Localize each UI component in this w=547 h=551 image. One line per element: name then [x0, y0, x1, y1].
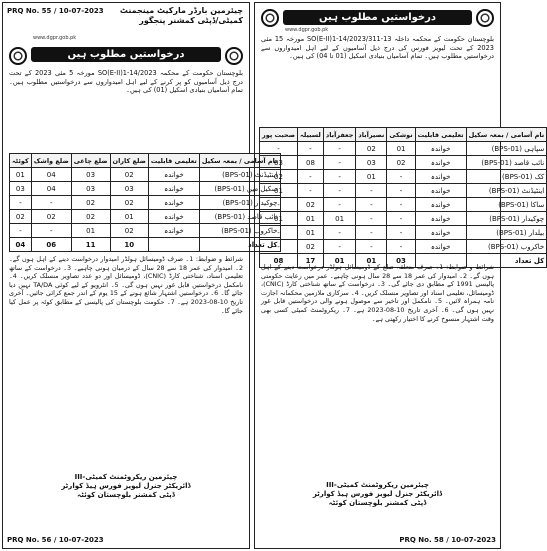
- left-th: ضلع کاران: [110, 154, 148, 168]
- cell: خواندہ: [148, 168, 199, 182]
- cell: 06: [31, 238, 71, 252]
- cell: خواندہ: [415, 240, 466, 254]
- table-row: [260, 226, 547, 240]
- cell: 01: [260, 184, 298, 198]
- left-logo-left-icon: [9, 47, 27, 65]
- cell: خواندہ: [148, 210, 199, 224]
- right-sig-line: ڈپٹی کمشنر بلوچستان کوئٹہ: [328, 499, 427, 507]
- cell: 03: [71, 182, 110, 196]
- right-terms: شرائط و ضوابط: 1۔ صرف متعلقہ ضلع کے ڈومیسائل ہولڈر درخواست دینے کے اہل ہوں گے۔ 2۔ امیدوار کی عمر 18 سے 28 سال ہونی چاہیے۔ عمر میں رعایت حکومتی پالیسی 1991 کے مطابق دی جائے گی۔ 3۔ درخواست کے ساتھ شناختی کارڈ (CNIC)، ڈومیسائل، تعلیمی اسناد اور تصاویر منسلک کریں۔ 4۔ سرکاری ملازمین محکمانہ اجازت نامہ ہمراہ لائیں۔ 5۔ نامکمل اور تاخیر سے موصول ہونے والی درخواستیں قابل غور نہیں ہوں گی۔ 6۔ آخری تاریخ 10-08-2023 ہے۔ 7۔ ریکروٹمنٹ کمیٹی کسی بھی وقت اشتہار منسوخ کرنے کا اختیار رکھتی ہے۔: [261, 263, 495, 323]
- cell: -: [356, 212, 387, 226]
- right-banner: درخواستیں مطلوب ہیں: [283, 10, 472, 25]
- right-th: جعفرآباد: [323, 128, 356, 142]
- cell: 02: [110, 224, 148, 238]
- cell: -: [356, 198, 387, 212]
- left-intro: بلوچستان حکومت کے محکمہ SO(E-II)1-14/2023 مورخہ 5 مئی 2023 کے تحت درج ذیل آسامیوں کو پر کرنے کے لیے اہل امیدواروں سے درخواستیں مطلوب ہیں۔ تمام آسامیاں بنیادی اسکیل (01) کی ہیں۔: [9, 69, 243, 95]
- table-row: [10, 210, 281, 224]
- cell: 04: [31, 182, 71, 196]
- cell: -: [323, 156, 356, 170]
- cell: 02: [31, 210, 71, 224]
- cell: -: [323, 184, 356, 198]
- cell: خاکروب (BPS-01): [199, 224, 280, 238]
- left-banner: درخواستیں مطلوب ہیں: [31, 47, 221, 62]
- left-sig-line: ڈپٹی کمشنر بلوچستان کوئٹہ: [77, 491, 175, 499]
- left-logo-right-icon: [225, 47, 243, 65]
- table-row: [10, 196, 281, 210]
- cell: چوکیدار (BPS-01): [199, 196, 280, 210]
- cell: -: [323, 198, 356, 212]
- cell: اینٹیڈنٹ (BPS-01): [466, 184, 547, 198]
- cell: -: [260, 226, 298, 240]
- cell: 02: [387, 156, 415, 170]
- cell: 08: [298, 156, 324, 170]
- cell: -: [260, 198, 298, 212]
- left-signature: [33, 473, 219, 500]
- cell: 02: [298, 198, 324, 212]
- cell: 01: [323, 254, 356, 268]
- cell: 01: [298, 226, 324, 240]
- right-logo-right-icon: [476, 9, 494, 27]
- right-th: صحبت پور: [260, 128, 298, 142]
- right-th: لسبیلہ: [298, 128, 324, 142]
- right-th: تعلیمی قابلیت: [415, 128, 466, 142]
- cell: خواندہ: [415, 184, 466, 198]
- left-prq-bottom: PRQ No. 56 / 10-07-2023: [7, 536, 104, 544]
- table-row: [10, 182, 281, 196]
- left-web: www.dgpr.gob.pk: [33, 35, 77, 41]
- cell: 04: [31, 168, 71, 182]
- cell: کل تعداد: [199, 238, 280, 252]
- cell: -: [356, 226, 387, 240]
- cell: اینٹیڈنٹ (BPS-01): [199, 168, 280, 182]
- cell: -: [387, 184, 415, 198]
- cell: 01: [356, 254, 387, 268]
- cell: 02: [110, 168, 148, 182]
- cell: -: [387, 226, 415, 240]
- table-row: [260, 184, 547, 198]
- cell: -: [323, 170, 356, 184]
- cell: 10: [110, 238, 148, 252]
- cell: 01: [387, 142, 415, 156]
- cell: خواندہ: [415, 156, 466, 170]
- cell: 02: [260, 170, 298, 184]
- cell: 11: [71, 238, 110, 252]
- left-prq-top: PRQ No. 55 / 10-07-2023: [7, 7, 104, 15]
- cell: 03: [356, 156, 387, 170]
- left-th: ضلع واشک: [31, 154, 71, 168]
- table-row: [260, 170, 547, 184]
- cell: 02: [10, 210, 32, 224]
- cell: 02: [71, 210, 110, 224]
- cell: -: [356, 184, 387, 198]
- cell: خواندہ: [148, 196, 199, 210]
- cell: خواندہ: [415, 142, 466, 156]
- left-th: کوئٹہ: [10, 154, 32, 168]
- left-sig-line: ڈائریکٹر جنرل لیویز فورس ہیڈ کوارٹر: [61, 482, 191, 490]
- cell: نائب قاصد (BPS-01): [466, 156, 547, 170]
- table-row: [260, 198, 547, 212]
- left-org-line2: کمیٹی/ڈپٹی کمشنر پنجگور: [139, 16, 243, 25]
- cell: 01: [298, 212, 324, 226]
- cell: کک (BPS-01): [466, 170, 547, 184]
- cell: -: [323, 226, 356, 240]
- cell: 02: [356, 142, 387, 156]
- left-sig-line: چیئرمین ریکروٹمنٹ کمیٹی-III: [74, 473, 178, 481]
- left-posts-table: [9, 153, 281, 252]
- right-posts-table: [259, 127, 547, 268]
- cell: -: [31, 196, 71, 210]
- right-prq-bottom: PRQ No. 58 / 10-07-2023: [399, 536, 496, 544]
- cell: 08: [260, 254, 298, 268]
- cell: -: [323, 240, 356, 254]
- cell: -: [387, 170, 415, 184]
- cell: 01: [71, 224, 110, 238]
- cell: کل تعداد: [466, 254, 547, 268]
- cell: -: [356, 240, 387, 254]
- cell: -: [31, 224, 71, 238]
- left-advertisement: [2, 2, 278, 549]
- cell: -: [298, 142, 324, 156]
- cell: -: [298, 184, 324, 198]
- cell: -: [260, 240, 298, 254]
- cell: خواندہ: [415, 198, 466, 212]
- cell: 03: [260, 156, 298, 170]
- left-th: نام آسامی / بمعہ سکیل: [199, 154, 280, 168]
- right-advertisement: [254, 2, 545, 549]
- right-sig-line: ڈائریکٹر جنرل لیویز فورس ہیڈ کوارٹر: [312, 490, 443, 498]
- left-table-header-row: [10, 154, 281, 168]
- cell: 04: [10, 238, 32, 252]
- cell: 01: [323, 212, 356, 226]
- cell: -: [387, 240, 415, 254]
- cell: 17: [298, 254, 324, 268]
- cell: -: [10, 196, 32, 210]
- cell: 01: [10, 168, 32, 182]
- cell: بیلدار (BPS-01): [466, 226, 547, 240]
- right-th: نصیرآباد: [356, 128, 387, 142]
- table-row: [10, 224, 281, 238]
- right-intro: بلوچستان حکومت کے محکمہ داخلہ SO(E-II)1-14/2023/311-13 مورخہ 15 مئی 2023 کے تحت لیویز فورس کی درج ذیل آسامیوں کے لیے اہل امیدواروں سے درخواستیں مطلوب ہیں۔ تمام آسامیاں بنیادی اسکیل (01 تا 04) کی ہیں۔: [261, 35, 494, 61]
- right-th: نام آسامی / بمعہ سکیل: [466, 128, 547, 142]
- cell: -: [387, 198, 415, 212]
- right-th: نوشکی: [387, 128, 415, 142]
- cell: 02: [298, 240, 324, 254]
- left-th: تعلیمی قابلیت: [148, 154, 199, 168]
- left-total-row: [10, 238, 281, 252]
- cell: خواندہ: [148, 182, 199, 196]
- left-org-header: [120, 6, 243, 26]
- cell: چوکیدار (BPS-01): [466, 212, 547, 226]
- table-row: [10, 168, 281, 182]
- left-terms: شرائط و ضوابط: 1۔ صرف ڈومیسائل ہولڈر امیدوار درخواست دینے کے اہل ہوں گے۔ 2۔ امیدوار کی عمر 18 سے 28 سال کے درمیان ہونی چاہیے۔ 3۔ درخواست کے ساتھ تعلیمی اسناد، شناختی کارڈ (CNIC)، ڈومیسائل اور دو عدد تصاویر منسلک کریں۔ 4۔ نامکمل درخواستیں قابل غور نہیں ہوں گی۔ 5۔ انٹرویو کے لیے کوئی TA/DA نہیں دیا جائے گا۔ 6۔ درخواستیں اشتہار شائع ہونے کے 15 یوم کے اندر جمع کرائی جائیں۔ آخری تاریخ 10-08-2023 ہے۔ 7۔ حکومت بلوچستان کی پالیسی کے مطابق کوٹہ پر عمل کیا جائے گا۔: [9, 255, 244, 315]
- cell: -: [323, 142, 356, 156]
- cell: 03: [387, 254, 415, 268]
- cell: 01: [356, 170, 387, 184]
- cell: خواندہ: [415, 226, 466, 240]
- table-row: [260, 156, 547, 170]
- right-sig-line: چیئرمین ریکروٹمنٹ کمیٹی-III: [326, 481, 429, 489]
- cell: خاکروب (BPS-01): [466, 240, 547, 254]
- cell: -: [387, 212, 415, 226]
- cell: -: [10, 224, 32, 238]
- right-signature: [285, 481, 470, 508]
- left-org-line1: چیئرمین بارڈر مارکیٹ مینجمنٹ: [119, 6, 243, 15]
- left-th: ضلع چاغی: [71, 154, 110, 168]
- right-web: www.dgpr.gob.pk: [285, 27, 329, 33]
- cell: -: [260, 142, 298, 156]
- cell: [148, 238, 199, 252]
- cell: خواندہ: [148, 224, 199, 238]
- table-row: [260, 142, 547, 156]
- cell: 03: [110, 182, 148, 196]
- right-table-header-row: [260, 128, 547, 142]
- cell: ساکا (BPS-01): [466, 198, 547, 212]
- cell: 02: [71, 196, 110, 210]
- cell: 03: [10, 182, 32, 196]
- cell: خواندہ: [415, 212, 466, 226]
- right-logo-left-icon: [261, 9, 279, 27]
- cell: سپاہی (BPS-01): [466, 142, 547, 156]
- cell: 02: [110, 196, 148, 210]
- table-row: [260, 240, 547, 254]
- cell: نائب قاصد (BPS-01): [199, 210, 280, 224]
- table-row: [260, 212, 547, 226]
- cell: -: [298, 170, 324, 184]
- cell: خواندہ: [415, 170, 466, 184]
- cell: سکیل مین (BPS-01): [199, 182, 280, 196]
- cell: 03: [71, 168, 110, 182]
- cell: 01: [260, 212, 298, 226]
- cell: 01: [110, 210, 148, 224]
